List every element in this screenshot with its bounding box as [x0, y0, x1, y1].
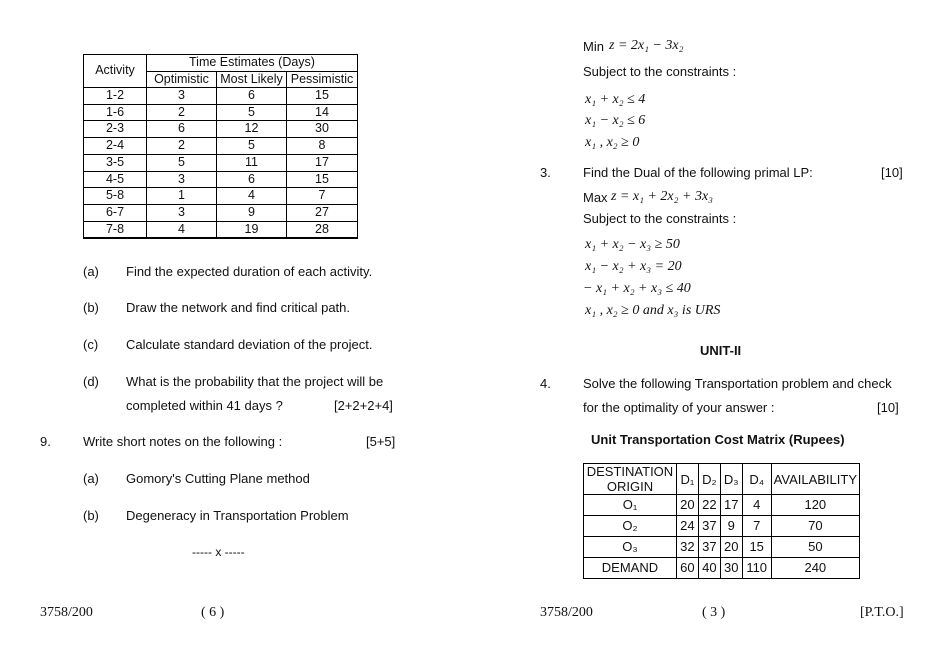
q3-constraint-4: x₁ , x₂ ≥ 0 and x₃ is URS	[585, 303, 721, 318]
q3-number: 3.	[540, 165, 551, 180]
pessimistic-cell: 17	[287, 154, 358, 171]
q4-number: 4.	[540, 376, 551, 391]
activity-time-estimates-table	[83, 54, 358, 239]
q3-objective-prefix: Max	[583, 190, 608, 205]
q2-constraint-3: x₁ , x₂ ≥ 0	[585, 135, 640, 150]
q3-text: Find the Dual of the following primal LP:	[583, 165, 813, 180]
optimistic-cell: 3	[147, 88, 217, 105]
part-d-text-line2: completed within 41 days ?	[126, 398, 283, 413]
demand-d3: 30	[720, 558, 742, 579]
q9b-label: (b)	[83, 508, 99, 523]
table-row	[84, 154, 358, 171]
activity-cell: 7-8	[84, 221, 147, 238]
part-a-label: (a)	[83, 264, 99, 279]
optimistic-header: Optimistic	[147, 71, 217, 88]
activity-cell: 1-6	[84, 104, 147, 121]
pessimistic-cell: 30	[287, 121, 358, 138]
most-likely-cell: 11	[217, 154, 287, 171]
activity-cell: 4-5	[84, 171, 147, 188]
q4-marks: [10]	[877, 400, 899, 415]
most-likely-cell: 4	[217, 188, 287, 205]
cost-cell: 20	[676, 495, 698, 516]
part-c-text: Calculate standard deviation of the project.	[126, 337, 373, 352]
time-estimates-header: Time Estimates (Days)	[147, 55, 358, 72]
most-likely-cell: 6	[217, 88, 287, 105]
pessimistic-header: Pessimistic	[287, 71, 358, 88]
pessimistic-cell: 27	[287, 204, 358, 221]
most-likely-cell: 5	[217, 138, 287, 155]
part-d-label: (d)	[83, 374, 99, 389]
cost-cell: 32	[676, 537, 698, 558]
unit-heading: UNIT-II	[700, 343, 742, 358]
most-likely-cell: 9	[217, 204, 287, 221]
activity-cell: 1-2	[84, 88, 147, 105]
dest-header-4: D₄	[742, 464, 771, 495]
pessimistic-cell: 7	[287, 188, 358, 205]
optimistic-cell: 2	[147, 104, 217, 121]
q2-objective-prefix: Min	[583, 39, 604, 54]
table-row	[84, 138, 358, 155]
cost-cell: 22	[698, 495, 720, 516]
q3-constraint-2: x₁ − x₂ + x₃ = 20	[585, 259, 682, 274]
table-row	[84, 88, 358, 105]
optimistic-cell: 3	[147, 204, 217, 221]
dest-header-2: D₂	[698, 464, 720, 495]
part-a-text: Find the expected duration of each activity.	[126, 264, 373, 279]
optimistic-cell: 5	[147, 154, 217, 171]
q4-text-line2: for the optimality of your answer :	[583, 400, 775, 415]
demand-label: DEMAND	[584, 558, 677, 579]
cost-cell: 7	[742, 516, 771, 537]
q9a-label: (a)	[83, 471, 99, 486]
dest-header-3: D₃	[720, 464, 742, 495]
pessimistic-cell: 8	[287, 138, 358, 155]
availability-header: AVAILABILITY	[771, 464, 859, 495]
q3-objective: z = x₁ + 2x₂ + 3x₃	[611, 189, 714, 204]
origin-cell: O₁	[584, 495, 677, 516]
demand-d4: 110	[742, 558, 771, 579]
q3-constraint-1: x₁ + x₂ − x₃ ≥ 50	[585, 237, 680, 252]
destination-label: DESTINATION	[586, 464, 674, 479]
cost-cell: 37	[698, 537, 720, 558]
q3-subject: Subject to the constraints :	[583, 211, 737, 226]
table-row	[84, 188, 358, 205]
part-d-text: What is the probability that the project will be	[126, 374, 384, 389]
availability-cell: 70	[771, 516, 859, 537]
table-row	[84, 171, 358, 188]
optimistic-cell: 2	[147, 138, 217, 155]
cost-cell: 17	[720, 495, 742, 516]
right-footer-pto: [P.T.O.]	[860, 605, 904, 620]
q3-marks: [10]	[881, 165, 903, 180]
corner-cell	[584, 464, 677, 495]
most-likely-cell: 6	[217, 171, 287, 188]
origin-cell: O₂	[584, 516, 677, 537]
table-row	[84, 204, 358, 221]
matrix-title: Unit Transportation Cost Matrix (Rupees)	[591, 432, 845, 447]
part-c-label: (c)	[83, 337, 99, 352]
table-row	[584, 537, 860, 558]
transportation-cost-table	[583, 463, 860, 579]
end-mark: ----- x -----	[192, 545, 245, 559]
table-row	[584, 516, 860, 537]
q9-text: Write short notes on the following :	[83, 434, 283, 449]
pessimistic-cell: 15	[287, 88, 358, 105]
pessimistic-cell: 28	[287, 221, 358, 238]
part-b-label: (b)	[83, 300, 99, 315]
demand-total: 240	[771, 558, 859, 579]
activity-cell: 2-4	[84, 138, 147, 155]
cost-cell: 15	[742, 537, 771, 558]
dest-header-1: D₁	[676, 464, 698, 495]
q9b-text: Degeneracy in Transportation Problem	[126, 508, 349, 523]
right-footer-code: 3758/200	[540, 605, 593, 620]
q4-text: Solve the following Transportation problem and check	[583, 376, 892, 391]
cost-cell: 9	[720, 516, 742, 537]
activity-header: Activity	[84, 55, 147, 88]
table-row	[84, 104, 358, 121]
q2-constraint-1: x₁ + x₂ ≤ 4	[585, 92, 646, 107]
cost-cell: 37	[698, 516, 720, 537]
left-footer-page: ( 6 )	[201, 605, 225, 620]
pessimistic-cell: 15	[287, 171, 358, 188]
activity-cell: 6-7	[84, 204, 147, 221]
optimistic-cell: 3	[147, 171, 217, 188]
activity-cell: 5-8	[84, 188, 147, 205]
q2-constraint-2: x₁ − x₂ ≤ 6	[585, 113, 646, 128]
activity-cell: 2-3	[84, 121, 147, 138]
availability-cell: 50	[771, 537, 859, 558]
most-likely-header: Most Likely	[217, 71, 287, 88]
most-likely-cell: 12	[217, 121, 287, 138]
optimistic-cell: 6	[147, 121, 217, 138]
demand-d1: 60	[676, 558, 698, 579]
q8-marks: [2+2+2+4]	[334, 398, 393, 413]
table-row	[584, 495, 860, 516]
cost-cell: 20	[720, 537, 742, 558]
q9-number: 9.	[40, 434, 51, 449]
activity-cell: 3-5	[84, 154, 147, 171]
q9-marks: [5+5]	[366, 434, 396, 449]
left-footer-code: 3758/200	[40, 605, 93, 620]
q2-subject: Subject to the constraints :	[583, 64, 737, 79]
table-row	[84, 221, 358, 238]
cost-cell: 4	[742, 495, 771, 516]
cost-cell: 24	[676, 516, 698, 537]
availability-cell: 120	[771, 495, 859, 516]
part-b-text: Draw the network and find critical path.	[126, 300, 350, 315]
origin-label: ORIGIN	[606, 479, 654, 494]
most-likely-cell: 5	[217, 104, 287, 121]
optimistic-cell: 4	[147, 221, 217, 238]
table-row	[84, 121, 358, 138]
optimistic-cell: 1	[147, 188, 217, 205]
origin-cell: O₃	[584, 537, 677, 558]
most-likely-cell: 19	[217, 221, 287, 238]
q9a-text: Gomory's Cutting Plane method	[126, 471, 310, 486]
q2-objective: z = 2x₁ − 3x₂	[609, 38, 684, 53]
right-footer-page: ( 3 )	[702, 605, 726, 620]
demand-d2: 40	[698, 558, 720, 579]
q3-constraint-3: − x₁ + x₂ + x₃ ≤ 40	[583, 281, 691, 296]
pessimistic-cell: 14	[287, 104, 358, 121]
